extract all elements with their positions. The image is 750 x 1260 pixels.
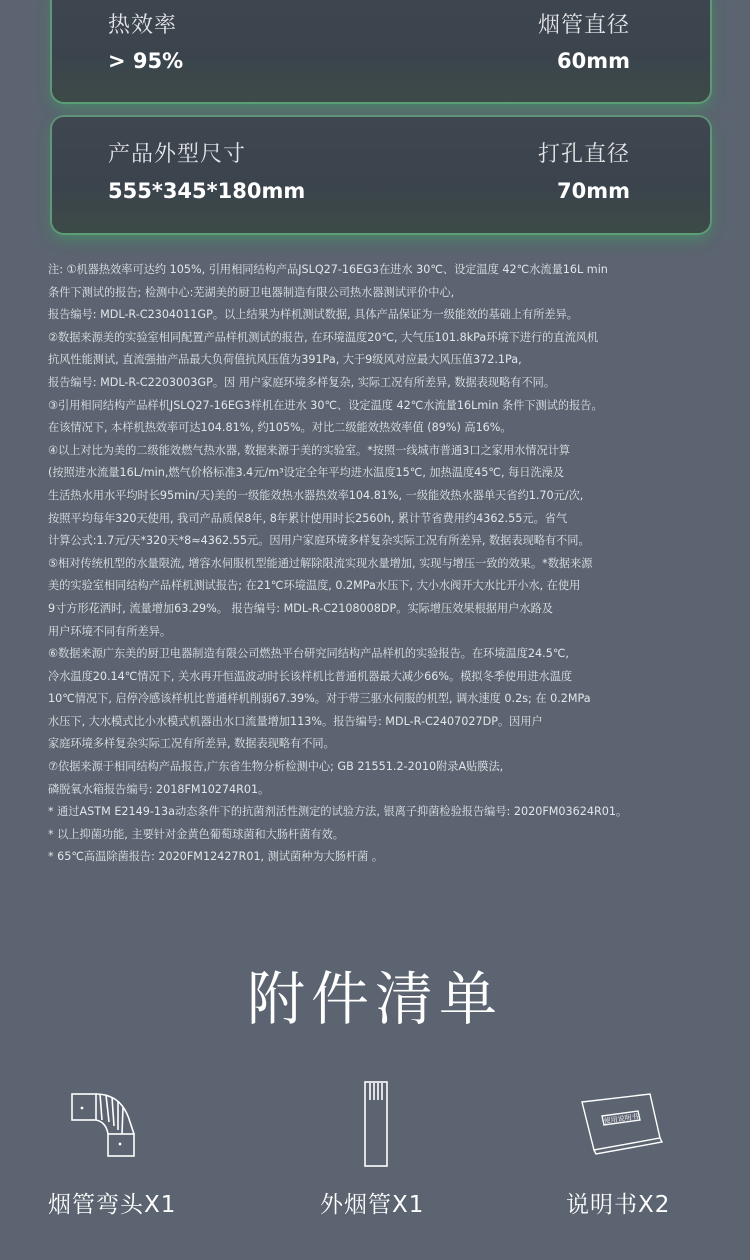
note-line: 10℃情况下, 启停冷感该样机比普通样机削弱67.39%。对于带三驱水伺服的机型, 调水速度 0.2s; 在 0.2MPa — [48, 692, 591, 706]
note-line: 用户环境不同有所差异。 — [48, 624, 172, 638]
pipe-diameter-value: 60mm — [557, 49, 630, 73]
note-line: 计算公式:1.7元/天*320天*8≈4362.55元。因用户家庭环境多样复杂实际工况有所差异, 数据表现略有不同。 — [48, 534, 590, 548]
pipe-diameter-label: 烟管直径 — [537, 13, 630, 38]
note-line: ③引用相同结构产品样机JSLQ27-16EG3样机在进水 30℃、设定温度 42℃水流量16Lmin 条件下测试的报告。 — [48, 398, 603, 412]
note-line: 生活热水用水平均时长95min/天)美的一级能效热水器热效率104.81%, 一级能效热水器单天省约1.70元/次, — [48, 488, 584, 502]
note-line: 水压下, 大水模式比小水模式机器出水口流量增加113%。报告编号: MDL-R-C2407027DP。因用户 — [48, 714, 543, 728]
note-line: 9寸方形花洒时, 流量增加63.29%。 报告编号: MDL-R-C2108008DP。实际增压效果根据用户水路及 — [48, 601, 553, 615]
size-label: 产品外型尺寸 — [108, 142, 247, 167]
footnotes — [48, 259, 728, 869]
outer-pipe-icon — [362, 1080, 390, 1170]
manual-book-icon — [572, 1090, 668, 1160]
manual-book-text: 使用说明书 — [603, 1112, 640, 1126]
note-line: 在该情况下, 本样机热效率可达104.81%, 约105%。对比二级能效热效率值 (89%) 高16%。 — [48, 421, 512, 435]
note-line: 家庭环境多样复杂实际工况有所差异, 数据表现略有不同。 — [48, 737, 335, 751]
hole-diameter-value: 70mm — [557, 179, 630, 203]
note-line: 报告编号: MDL-R-C2203003GP。因 用户家庭环境多样复杂, 实际工况有所差异, 数据表现略有不同。 — [48, 375, 556, 389]
note-line: ④以上对比为美的二级能效燃气热水器, 数据来源于美的实验室。*按照一线城市普通3口之家用水情况计算 — [48, 443, 571, 457]
manual-label: 说明书X2 — [566, 1192, 671, 1218]
note-line: * 65℃高温除菌报告: 2020FM12427R01, 测试菌种为大肠杆菌 。 — [48, 850, 384, 864]
spec-card-size — [52, 117, 710, 233]
note-line: * 通过ASTM E2149-13a动态条件下的抗菌剂活性测定的试验方法, 银离子抑菌检验报告编号: 2020FM03624R01。 — [48, 805, 628, 819]
note-line: 按照平均每年320天使用, 我司产品质保8年, 8年累计使用时长2560h, 累计节省费用约4362.55元。省气 — [48, 511, 568, 525]
elbow-pipe-label: 烟管弯头X1 — [48, 1192, 177, 1218]
note-line: 报告编号: MDL-R-C2304011GP。以上结果为样机测试数据, 具体产品保证为一级能效的基础上有所差异。 — [48, 308, 578, 322]
note-line: (按照进水流量16L/min,燃气价格标准3.4元/m³设定全年平均进水温度15℃, 加热温度45℃, 每日洗澡及 — [48, 466, 565, 480]
note-line: 条件下测试的报告; 检测中心:芜湖美的厨卫电器制造有限公司热水器测试评价中心, — [48, 285, 455, 299]
note-line: 美的实验室相同结构产品样机测试报告; 在21℃环境温度, 0.2MPa水压下, 大小水阀开大水比开小水, 在使用 — [48, 579, 581, 593]
outer-pipe-label: 外烟管X1 — [320, 1192, 425, 1218]
efficiency-value: > 95% — [108, 49, 184, 73]
note-line: 注: ①机器热效率可达约 105%, 引用相同结构产品JSLQ27-16EG3在进水 30℃、设定温度 42℃水流量16L min — [48, 263, 608, 276]
elbow-pipe-icon — [62, 1078, 152, 1164]
note-line: 抗风性能测试, 直流强抽产品最大负荷值抗风压值为391Pa, 大于9级风对应最大风压值372.1Pa, — [48, 353, 522, 367]
note-line: * 以上抑菌功能, 主要针对金黄色葡萄球菌和大肠杆菌有效。 — [48, 827, 344, 841]
size-value: 555*345*180mm — [108, 179, 306, 203]
efficiency-label: 热效率 — [108, 13, 178, 38]
note-line: 磷脱氧水箱报告编号: 2018FM10274R01。 — [48, 782, 270, 796]
note-line: 冷水温度20.14℃情况下, 关水再开恒温波动时长该样机比普通机器最大减少66%。模拟冬季使用进水温度 — [48, 669, 573, 683]
spec-card-efficiency — [52, 0, 710, 102]
note-line: ⑤相对传统机型的水量限流, 增容水伺服机型能通过解除限流实现水量增加, 实现与增压一致的效果。*数据来源 — [48, 556, 593, 570]
accessories-title: 附件清单 — [246, 965, 503, 1033]
hole-diameter-label: 打孔直径 — [537, 142, 630, 167]
note-line: ②数据来源美的实验室相同配置产品样机测试的报告, 在环境温度20℃, 大气压101.8kPa环境下进行的直流风机 — [48, 330, 599, 344]
note-line: ⑦依据来源于相同结构产品报告,广东省生物分析检测中心; GB 21551.2-2010附录A贴膜法, — [48, 760, 504, 774]
note-line: ⑥数据来源广东美的厨卫电器制造有限公司燃热平台研究同结构产品样机的实验报告。在环境温度24.5℃, — [48, 647, 569, 661]
